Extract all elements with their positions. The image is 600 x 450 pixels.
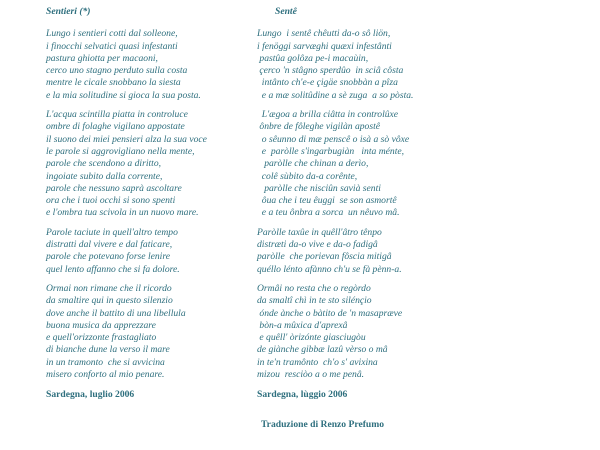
original-stanzas: [46, 28, 266, 381]
poem-line: mizou resciòo a o me penâ.: [257, 369, 365, 381]
poem-line: misero conforto al mio penare.: [46, 369, 165, 381]
poem-line: cerco uno stagno perduto sulla costa: [46, 65, 188, 77]
poem-line: e l'ombra tua scivola in un nuovo mare.: [46, 207, 199, 219]
poem-line: il suono dei miei pensieri alza la sua voce: [46, 133, 207, 145]
stanza: [46, 283, 266, 381]
poem-line: Parole taciute in quell'altro tempo: [46, 226, 178, 238]
poem-line: e quêll' òrizónte giasciugòu: [257, 332, 366, 344]
poem-line: da smaltire qui in questo silenzio: [46, 295, 173, 307]
poem-line: distræti da-o vive e da-o fadigâ: [257, 239, 378, 251]
poem-line: di bianche dune la verso il mare: [46, 344, 170, 356]
poem-line: mentre le cicale snobbano la siesta: [46, 77, 181, 89]
translation-stanzas: [257, 28, 457, 381]
poem-line: pastûa golôza pe-i macaùin,: [257, 52, 369, 64]
poem-line: L'acqua scintilla piatta in controluce: [46, 109, 188, 121]
poem-line: intânto ch'e-e çigäe snobbàn a pîza: [257, 77, 398, 89]
poem-line: bòn-a mûxica d'aprexâ: [257, 319, 348, 331]
poem-line: Ormâi no resta che o regòrdo: [257, 282, 371, 294]
poem-line: le parole si aggrovigliano nella mente,: [46, 145, 195, 157]
poem-line: ora che i tuoi occhi si sono spenti: [46, 195, 176, 207]
poem-line: çerco 'n stâgno sperdûo in sciâ côsta: [257, 65, 404, 77]
poem-line: distratti dal vivere e dal faticare,: [46, 239, 173, 251]
stanza: [257, 109, 457, 220]
poem-line: dove anche il battito di una libellula: [46, 307, 186, 319]
poem-line: L'ægoa a brilla ciâtta in controlûxe: [257, 109, 399, 121]
translation-title: Sentê: [275, 6, 297, 17]
stanza: [46, 28, 266, 102]
poem-line: e a teu ônbra a sorca un nêuvo mâ.: [257, 207, 400, 219]
poem-line: Lungo i sentê chêutti da-o sô liön,: [257, 28, 391, 40]
poem-line: quel lento affanno che si fa dolore.: [46, 263, 180, 275]
poem-line: ónde ànche o bàtito de 'n masapræve: [257, 307, 403, 319]
poem-line: colê sùbito da-a corênte,: [257, 170, 358, 182]
stanza: [46, 227, 266, 276]
poem-line: quéllo lénto afànno ch'u se fà pènn-a.: [257, 263, 402, 275]
original-poem: [46, 6, 266, 402]
poem-line: Lungo i sentieri cotti dal solleone,: [46, 28, 178, 40]
poem-line: paròlle che nisciûn savià senti: [257, 182, 381, 194]
poem-line: Ormai non rimane che il ricordo: [46, 282, 172, 294]
stanza: [257, 28, 457, 102]
poem-line: parole che scendono a diritto,: [46, 158, 162, 170]
stanza: [257, 283, 457, 381]
poem-line: da smaltî chì in te sto silénçio: [257, 295, 372, 307]
poem-line: i fenöggi sarvæghi quæxi infestânti: [257, 40, 392, 52]
poem-line: ingoiate subito dalla corrente,: [46, 170, 163, 182]
poem-line: ombre di folaghe vigilano appostate: [46, 121, 185, 133]
poem-line: in te'n tramônto ch'o s' avixina: [257, 356, 378, 368]
original-date: Sardegna, luglio 2006: [46, 389, 135, 401]
poem-line: paròlle che chinan a derìo,: [257, 158, 369, 170]
poem-line: paròlle che porievan fôscia mitigâ: [257, 251, 392, 263]
poem-line: buona musica da apprezzare: [46, 319, 156, 331]
poem-line: ônbre de fôleghe vigilàn apostê: [257, 121, 381, 133]
stanza: [257, 227, 457, 276]
poem-line: in un tramonto che si avvicina: [46, 356, 165, 368]
poem-line: e a mæ solitûdine a sè zuga a so pòsta.: [257, 89, 414, 101]
poem-line: ôua che i teu êuggi se son asmortê: [257, 195, 397, 207]
poem-line: parole che potevano forse lenire: [46, 251, 170, 263]
translation-date: Sardegna, lùggio 2006: [257, 389, 348, 401]
stanza: [46, 109, 266, 220]
poem-line: e la mia solitudine si gioca la sua posta.: [46, 89, 201, 101]
translator-credit: Traduzione di Renzo Prefumo: [261, 418, 385, 430]
poem-line: o sêunno di mæ penscê o isà a sò vôxe: [257, 133, 410, 145]
poem-line: i finocchi selvatici quasi infestanti: [46, 40, 178, 52]
poem-line: pastura ghiotta per macaoni,: [46, 52, 158, 64]
poem-line: e quell'orizzonte frastagliato: [46, 332, 157, 344]
original-title: Sentieri (*): [46, 6, 91, 17]
poem-line: e paròlle s'ingarbugiàn inta ménte,: [257, 145, 405, 157]
poem-line: parole che nessuno saprà ascoltare: [46, 182, 182, 194]
poem-line: Paròlle taxûe in quêll'âtro tênpo: [257, 226, 382, 238]
poem-line: de giànche gibbæ lazû vèrso o mâ: [257, 344, 388, 356]
translated-poem: [257, 6, 457, 431]
